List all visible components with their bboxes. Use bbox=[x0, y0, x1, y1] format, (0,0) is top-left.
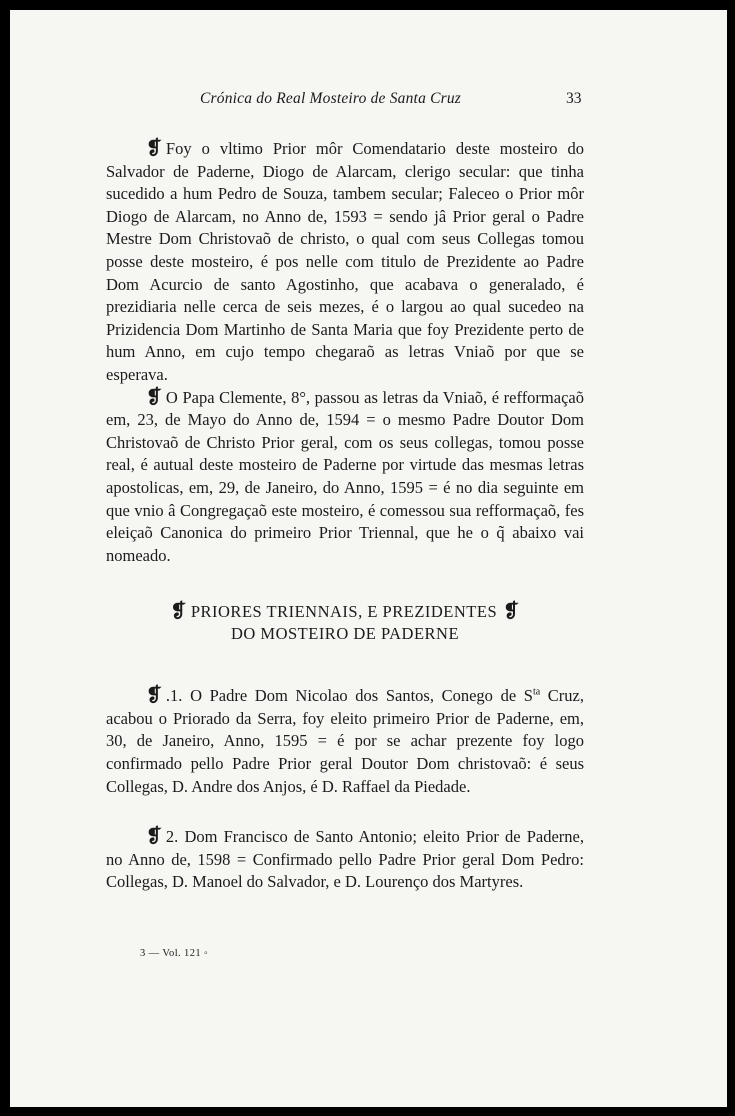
entry-superscript: ta bbox=[532, 686, 541, 698]
running-title: Crónica do Real Mosteiro de Santa Cruz bbox=[200, 90, 462, 107]
entry-number: .1. bbox=[165, 686, 183, 706]
pilcrow-icon: ❡ bbox=[146, 685, 162, 707]
entry-text: O Padre Dom Nicolao dos Santos, Conego de S bbox=[190, 686, 533, 706]
section-heading-line-1 bbox=[106, 601, 584, 623]
pilcrow-icon: ❡ bbox=[146, 138, 162, 159]
entry-text-continued: Cruz, acabou o Priorado da Serra, foy eleito primeiro Prior de Paderne, em, 30, de Janeiro, Anno, 1595 = é por se achar prezente foy logo confirmado pello Padre Prior geral Doutor Dom christovaõ: é seus Collegas, D. Andre dos Anjos, é D. Raffael da Piedade. bbox=[106, 686, 585, 796]
prior-entry bbox=[106, 685, 584, 798]
page-header bbox=[10, 90, 727, 116]
paragraph bbox=[106, 387, 584, 568]
section-heading-line-2: DO MOSTEIRO DE PADERNE bbox=[230, 624, 460, 644]
pilcrow-icon: ❡ bbox=[146, 826, 162, 848]
book-page bbox=[10, 10, 727, 1107]
pilcrow-icon: ❡ bbox=[146, 386, 162, 408]
page-body bbox=[106, 138, 584, 894]
paragraph bbox=[106, 138, 584, 387]
paragraph-text: O Papa Clemente, 8°, passou as letras da Vniaõ, é refformaçaõ em, 23, de Mayo do Anno de, 1594 = o mesmo Padre Doutor Dom Christovaõ de Christo Prior geral, com os seus collegas, tomou posse real, é autual deste mosteiro de Paderne por virtude das mesmas letras apostolicas, em, 29, de Janeiro, do Anno, 1595 = é no dia seguinte em que vnio â Congregaçaõ este mosteiro, é comessou sua refformaçaõ, fes eleiçaõ Canonica do primeiro Prior Triennal, que he o q̃ abaixo vai nomeado. bbox=[106, 387, 584, 565]
prior-entry bbox=[106, 826, 584, 894]
signature-mark: 3 — Vol. 121 ◦ bbox=[140, 948, 209, 959]
paragraph-text: Foy o vltimo Prior môr Comendatario deste mosteiro do Salvador de Paderne, Diogo de Alarcam, clerigo secular: que tinha sucedido a hum Pedro de Souza, tambem secular; Faleceo o Prior môr Diogo de Alarcam, no Anno de, 1593 = sendo jâ Prior geral o Padre Mestre Dom Christovaõ de christo, o qual com seus Collegas tomou posse deste mosteiro, é pos nelle com titulo de Prezidente ao Padre Dom Acurcio de santo Agostinho, que acabava o generalado, é prezidiaria nelle cerca de seis mezes, é o largou ao qual sucedeo na Prizidencia Dom Martinho de Santa Maria que foy Prezidente perto de hum Anno, em cujo tempo chegaraõ as letras Vniaõ por que se esperava. bbox=[106, 139, 584, 384]
page-number: 33 bbox=[566, 90, 582, 107]
entry-number: 2. bbox=[165, 827, 179, 847]
section-heading-text: PRIORES TRIENNAIS, E PREZIDENTES bbox=[190, 602, 498, 622]
pilcrow-icon: ❡ bbox=[170, 601, 187, 623]
section-heading bbox=[106, 601, 584, 645]
pilcrow-close-icon: ❡ bbox=[503, 601, 520, 623]
entry-text: Dom Francisco de Santo Antonio; eleito Prior de Paderne, no Anno de, 1598 = Confirmado pello Padre Prior geral Dom Pedro: Collegas, D. Manoel do Salvador, e D. Lourenço dos Martyres. bbox=[106, 827, 585, 892]
